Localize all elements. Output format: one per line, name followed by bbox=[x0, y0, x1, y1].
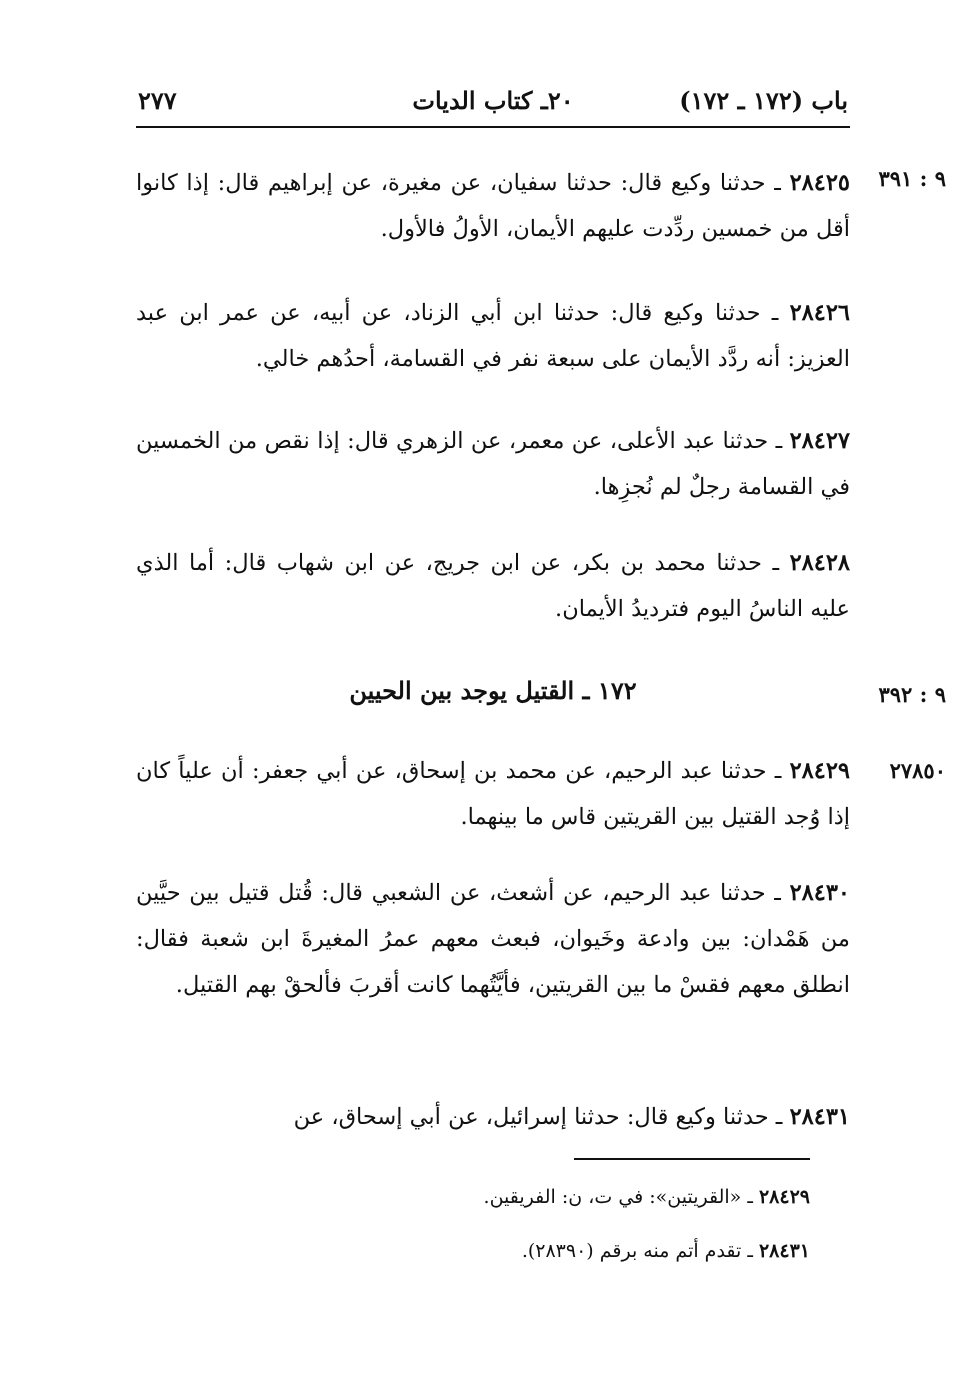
hadith-number: ٢٨٤٣٠ bbox=[789, 880, 850, 906]
hadith-text: ـ حدثنا وكيع قال: حدثنا ابن أبي الزناد، عن أبيه، عن عمر ابن عبد العزيز: أنه ردَّد الأيمان على سبعة نفر في القسامة، أحدُهم خالي. bbox=[136, 300, 850, 372]
header-divider bbox=[136, 126, 850, 128]
page-number: ٢٧٧ bbox=[138, 86, 177, 115]
hadith-entry bbox=[136, 160, 850, 252]
hadith-text: ـ حدثنا وكيع قال: حدثنا إسرائيل، عن أبي إسحاق، عن bbox=[293, 1104, 790, 1130]
hadith-number: ٢٨٤٢٥ bbox=[789, 170, 850, 196]
book-title-heading: ٢٠ـ كتاب الديات bbox=[412, 86, 574, 115]
hadith-entry bbox=[136, 1094, 850, 1140]
footnote-number: ٢٨٤٢٩ bbox=[758, 1186, 810, 1208]
hadith-number: ٢٨٤٢٨ bbox=[789, 550, 850, 576]
page-header bbox=[138, 82, 848, 122]
footnote-number: ٢٨٤٣١ bbox=[758, 1240, 810, 1262]
footnote bbox=[300, 1236, 810, 1266]
hadith-entry bbox=[136, 290, 850, 382]
hadith-number: ٢٨٤٢٩ bbox=[789, 758, 850, 784]
hadith-number: ٢٨٤٣١ bbox=[789, 1104, 850, 1130]
margin-reference: ٩ : ٣٩١ bbox=[878, 166, 946, 191]
hadith-text: ـ حدثنا محمد بن بكر، عن ابن جريج، عن ابن شهاب قال: أما الذي عليه الناسُ اليوم فترديدُ الأيمان. bbox=[136, 550, 850, 622]
margin-reference: ٩ : ٣٩٢ bbox=[878, 682, 946, 707]
footnote bbox=[300, 1182, 810, 1212]
footnote-text: ـ تقدم أتم منه برقم (٢٨٣٩٠). bbox=[521, 1240, 759, 1262]
hadith-entry bbox=[136, 870, 850, 1008]
hadith-number: ٢٨٤٢٧ bbox=[789, 428, 850, 454]
hadith-entry bbox=[136, 418, 850, 510]
hadith-text: ـ حدثنا عبد الرحيم، عن محمد بن إسحاق، عن أبي جعفر: أن علياً كان إذا وُجد القتيل بين القريتين قاس ما بينهما. bbox=[136, 758, 850, 830]
hadith-number: ٢٨٤٢٦ bbox=[789, 300, 850, 326]
chapter-heading: ١٧٢ ـ القتيل يوجد بين الحيين bbox=[349, 676, 637, 705]
hadith-entry bbox=[136, 540, 850, 632]
footnote-text: ـ «القريتين»: في ت، ن: الفريقين. bbox=[483, 1186, 759, 1208]
hadith-text: ـ حدثنا عبد الرحيم، عن أشعث، عن الشعبي قال: قُتل قتيل بين حيَّين من هَمْدان: بين وادعة وخَيوان، فبعث معهم عمرُ المغيرةَ ابن شعبة فقال: انطلق معهم فقسْ ما بين القريتين، فأيَّتُهما كانت أقربَ فألحقْ بهم القتيل. bbox=[136, 880, 850, 998]
hadith-text: ـ حدثنا وكيع قال: حدثنا سفيان، عن مغيرة، عن إبراهيم قال: إذا كانوا أقل من خمسين ردِّدت عليهم الأيمان، الأولُ فالأول. bbox=[136, 170, 850, 242]
margin-reference: ٢٧٨٥٠ bbox=[889, 758, 946, 783]
hadith-entry bbox=[136, 748, 850, 840]
chapter-range-heading: باب (١٧٢ ـ ١٧٢) bbox=[679, 86, 848, 115]
hadith-text: ـ حدثنا عبد الأعلى، عن معمر، عن الزهري قال: إذا نقص من الخمسين في القسامة رجلٌ لم نُجزِها. bbox=[136, 428, 850, 500]
footnote-divider bbox=[574, 1158, 810, 1160]
